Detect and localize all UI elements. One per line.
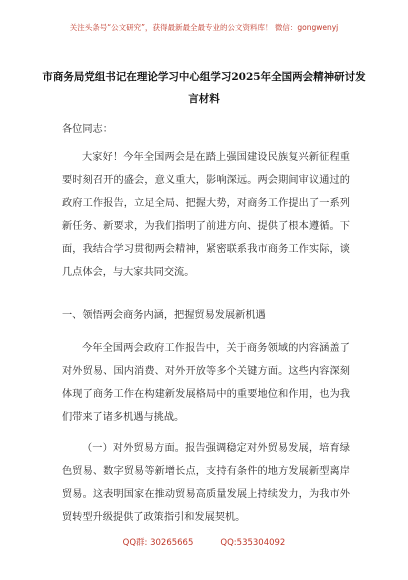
- footer-contact: [0, 536, 408, 548]
- qq-group-value: 30265665: [150, 538, 194, 548]
- section-heading-1: 一、领悟两会商务内涵，把握贸易发展新机遇: [62, 310, 266, 321]
- qq-value: 535304092: [236, 538, 286, 548]
- greeting: 各位同志：: [62, 124, 113, 135]
- paragraph-foreign-trade: （一）对外贸易方面。报告强调稳定对外贸易发展，培育绿色贸易、数字贸易等新增长点，支持有条件的地方发展新型离岸贸易。这表明国家在推动贸易高质量发展上持续发力，为我市外贸转型升级提供了政策指引和发展契机。: [62, 443, 350, 523]
- qq-label: QQ:: [220, 538, 237, 548]
- paragraph-intro: 大家好！今年全国两会是在踏上强国建设民族复兴新征程重要时刻召开的盛会，意义重大，影响深远。两会期间审议通过的政府工作报告，立足全局、把握大势，对商务工作提出了一系列新任务、新要求，为我们指明了前进方向、提供了根本遵循。下面，我结合学习贯彻两会精神，紧密联系我市商务工作实际，谈几点体会，与大家共同交流。: [62, 152, 350, 278]
- document-title: 市商务局党组书记在理论学习中心组学习2025年全国两会精神研讨发言材料: [42, 71, 366, 105]
- header-banner: 关注头条号“公文研究”，获得最新最全最专业的公文资料库！ 微信：gongwenyj: [69, 23, 339, 32]
- paragraph-section-1: 今年全国两会政府工作报告中，关于商务领域的内容涵盖了对外贸易、国内消费、对外开放等多个关键方面。这些内容深刻体现了商务工作在构建新发展格局中的重要地位和作用，也为我们带来了诸多机遇与挑战。: [62, 343, 350, 423]
- qq-group-label: QQ群:: [122, 538, 148, 548]
